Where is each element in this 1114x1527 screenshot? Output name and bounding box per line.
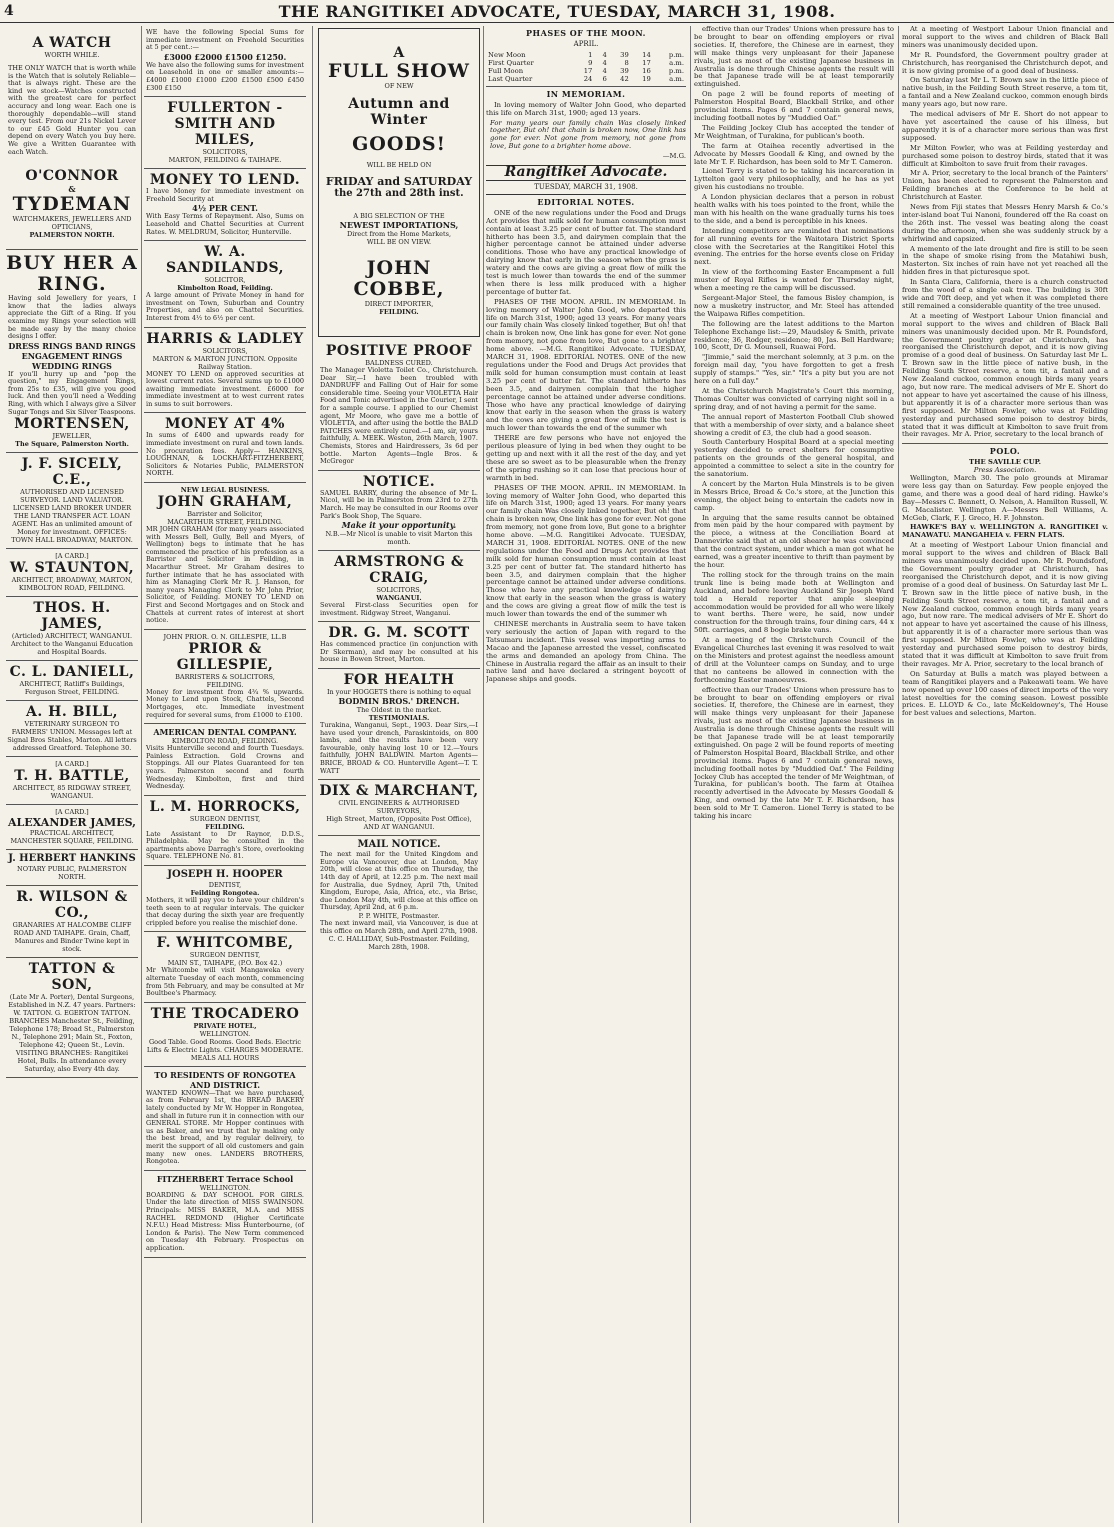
news-filler: effective than our Trades' Unions when pressure has to be brought to bear on offending employers or rival societies. If, therefore, the Chinese are in earnest, they will make things very unpleasant for their Japanese rivals, just as most of the existing Japanese business in Australia is done through Chinese agents the result will be that Japanese trade will be at least temporarily extinguished. On page 2 will be found reports of meeting of Palmerston Hospital Board, Blackball Strike, and other provincial items. Pages 6 and 7 contain general news, including football notes by "Muddied Oaf." The Feilding Jockey Club has accepted the tender of Mr Weightman, of Turakina, for publican's booth. The farm at Otaihea recently advertised in the Advocate by Messrs Goodall & King, and owned by the late Mr T. F. Richardson, has been sold to Mr T. Cameron. Lionel Terry is stated to be taking his incarc <box>694 685 894 821</box>
advocate-nameplate: Rangitikei Advocate. <box>486 165 686 181</box>
show-line-1: A <box>393 45 405 61</box>
show-line-14: DIRECT IMPORTER, <box>364 300 434 308</box>
hooper-card <box>144 866 306 932</box>
advocate-date: TUESDAY, MARCH 31, 1908. <box>486 182 686 195</box>
moon-cell-s: 16 <box>642 66 651 75</box>
news-filler: At a meeting of Westport Labour Union financial and moral support to the wives and children of Black Ball miners was unanimously decided upon. Mr R. Poundsford, the Government poultry grader at Christchurch, has reorganised the Christchurch depot, and it is now giving promise of a good deal of business. On Saturday last Mr L. T. Brown saw in the little piece of native bush, in the Feilding South Street reserve, a tom tit, a fantail and a New Zealand cuckoo, common enough birds many years ago, but now rare. The medical advisers of Mr E. Short do not appear to have yet ascertained the cause of his illness, but apparently it is of a character more serious than was first supposed. Mr Milton Fowler, who was at Feilding yesterday and purchased some poison to destroy birds, stated that it was difficult at Kimbolton to save fruit from their ravages. Mr A. Prior, secretary to the local branch of <box>902 311 1108 439</box>
memoriam-signature: —M.G. <box>662 152 686 161</box>
dix-name: DIX & MARCHANT, <box>319 783 479 800</box>
notice-headline: NOTICE. <box>362 473 436 490</box>
fullerton-address: MARTON, FEILDING & TAIHAPE. <box>168 156 282 165</box>
graham-body: MR JOHN GRAHAM (for many years associated with Messrs Bell, Gully, Bell and Myers, of Wellington) begs to intimate that he has commenced the practice of his profession as a Barrister and Solicitor in Feilding, in Macarthur Street. Mr Graham desires to further intimate that he has associated with him as Managing Clerk Mr R. J. Hanson, for many years Managing Clerk to Mr John Prior, Solicitor, of Feilding. MONEY TO LEND on First and Second Mortgages and on Stock and Chattels at current rates of interest at short notice. <box>146 525 304 625</box>
moon-row <box>486 75 686 83</box>
hankins-body: NOTARY PUBLIC, PALMERSTON NORTH. <box>17 865 127 882</box>
horrocks-name: L. M. HORROCKS, <box>149 798 301 815</box>
moon-cell-m: 39 <box>620 66 629 75</box>
fitzherbert-body: BOARDING & DAY SCHOOL FOR GIRLS. Under the late direction of MISS SWAINSON. Principals: MISS BAKER, M.A. and MISS RACHEL REDMOND (Higher Certificate N.F.U.) Head Mistress: Miss Hunterbourne, (of London & Paris). The New Term commenced on Tuesday 4th February. Prospectus on application. <box>146 1190 304 1252</box>
whitcombe-name: F. WHITCOMBE, <box>156 935 294 952</box>
prior-name: PRIOR & GILLESPIE, <box>176 640 274 673</box>
mail-notice <box>318 836 480 955</box>
mail-body-2: The next inward mail, via Vancouver, is due at this office on March 28th, and April 27th, 1908. <box>320 918 478 935</box>
trocadero-body: Good Table. Good Rooms. Good Beds. Electric Lifts & Electric Lights. CHARGES MODERATE. MEALS ALL HOURS <box>146 1037 304 1062</box>
moon-cell-h: 4 <box>602 50 607 59</box>
health-body: In your HOGGETS there is nothing to equal <box>326 688 472 697</box>
tatton-body: (Late Mr A. Porter), Dental Surgeons, Established in N.Z. 47 years. Partners: W. TATTON. G. EGERTON TATTON. BRANCHES Manchester St., Feilding, Telephone 178; Broad St., Palmerston N., Telephone 291; Main St., Foxton, Telephone 42; Queen St., Levin. VISITING BRANCHES: Rangitikei Hotel, Bulls. In attendance every Saturday, also Every 4th day. <box>8 993 136 1074</box>
news-item: The farm at Otaihea recently advertised in the Advocate by Messrs Goodall & King, and owned by the late Mr T. F. Richardson, has been sold to Mr T. Cameron. <box>694 141 894 166</box>
news-item: The Feilding Jockey Club has accepted the tender of Mr Weightman, of Turakina, for publican's booth. <box>694 123 894 140</box>
bill-card <box>6 701 138 757</box>
health-product: BODMIN BROS.' DRENCH. <box>338 696 460 707</box>
prior-role: BARRISTERS & SOLICITORS, <box>175 672 275 681</box>
graham-card <box>144 483 306 630</box>
funds-body: We have also the following sums for investment on Leasehold in one or smaller amounts:— £4000 £1000 £1000 £200 £1500 £500 £450 £300 £150 <box>146 60 304 92</box>
news-item: At a meeting of Westport Labour Union financial and moral support to the wives and children of Black Ball miners was unanimously decided upon. <box>902 26 1108 49</box>
trocadero-name: THE TROCADERO <box>150 1005 300 1022</box>
saville-cup-headline: THE SAVILLE CUP. <box>969 458 1041 467</box>
news-item: In arguing that the same results cannot be obtained from men paid by the hour compared with payment by the piece, a witness at the Conciliation Board at Dannevirke said that at an old shearer he was convinced that the contract system, under which a man got what he earned, was a greater incentive to thrift than payment by the hour. <box>694 513 894 569</box>
horrocks-role: SURGEON DENTIST, <box>189 814 261 823</box>
moon-cell-d: 24 <box>583 74 593 83</box>
proof-body: The Manager Violetta Toilet Co., Christchurch. Dear Sir,—I have been troubled with DANDRUFF and Falling Out of Hair for some considerable time. Seeing your VIOLETTA Hair Food and Tonic advertised in the Courier, I sent for a sample course. I applied to our Chemist agent, Mr Moore, who gave me a bottle of VIOLETTA, and after using the bottle the BALD PATCHES were entirely cured.—I am, sir, yours faithfully, A. MEEK. Weston, 26th March, 1907. Chemists, Stores and Hairdressers, 3s 6d per bottle. Marton Agents—Ingle Bros. & McGregor <box>320 366 478 466</box>
funds-intro: WE have the following Special Sums for immediate investment on Freehold Securities at 5 per cent.:— <box>146 28 304 52</box>
trocadero-address: WELLINGTON. <box>199 1029 251 1038</box>
graham-role: Barrister and Solicitor, <box>187 510 263 519</box>
watch-advert <box>6 26 138 250</box>
sicely-card <box>6 453 138 549</box>
tatton-card <box>6 958 138 1078</box>
prior-card <box>144 630 306 724</box>
wilson-card <box>6 886 138 958</box>
moon-cell-phase: Full Moon <box>488 66 524 75</box>
news-item: News from Fiji states that Messrs Henry Marsh & Co.'s inter-island boat Tui Nanoni, foundered off the Ra coast on the 26th inst. The vessel was beating along the coast during the afternoon, when she was suddenly struck by a whirlwind and capsized. <box>902 203 1108 243</box>
polo-teams: HAWKE'S BAY v. WELLINGTON A. RANGITIKEI v. MANAWATU. MANGAHEIA v. FERN FLATS. <box>902 523 1108 540</box>
news-item: Mr R. Poundsford, the Government poultry grader at Christchurch, has reorganised the Christchurch depot, and it is now giving promise of a good deal of business. <box>902 50 1108 75</box>
money-four-percent-advert <box>144 413 306 483</box>
wilson-body: GRANARIES AT HALCOMBE CLIFF ROAD AND TAIHAPE. Grain, Chaff, Manures and Binder Twine kept in stock. <box>12 921 132 954</box>
oconnor-trade: WATCHMAKERS, JEWELLERS AND OPTICIANS, <box>12 215 132 232</box>
column-6 <box>902 26 1108 1523</box>
whitcombe-role: SURGEON DENTIST, <box>189 951 261 960</box>
moon-cell-m: 42 <box>620 74 629 83</box>
column-rule <box>312 26 313 1523</box>
ring-list: DRESS RINGS BAND RINGS ENGAGEMENT RINGS WEDDING RINGS <box>8 340 136 371</box>
money-body-2: With Easy Terms of Repayment. Also, Sums on Leasehold and Chattel Securities at Current Rates. W. MELDRUM, Solicitor, Hunterville. <box>146 212 304 236</box>
staunton-body: ARCHITECT, BROADWAY, MARTON, KIMBOLTON ROAD, FEILDING. <box>11 576 133 593</box>
proof-subheadline: BALDNESS CURED. <box>365 359 433 367</box>
tydeman-name: TYDEMAN <box>12 193 132 216</box>
editorial-filler: PHASES OF THE MOON. APRIL. IN MEMORIAM. In loving memory of Walter John Good, who departed this life on March 31st, 1900; aged 13 years. For many years our family chain Was closely linked together, But oh! that chain is broken now, One link has gone for ever. Not gone from memory, not gone from love, But gone to a brighter home above. —M.G. Rangitikei Advocate. TUESDAY, MARCH 31, 1908. EDITORIAL NOTES. ONE of the new regulations under the Food and Drugs Act provides that milk sold for human consumption must contain at least 3.25 per cent of butter fat. The standard hitherto has been 3.5, and dairymen complain that the higher percentage cannot be attained under adverse conditions. Those who have any practical knowledge of dairying know that early in the season when the grass is watery and the cows are giving a great flow of milk the test is much lower than towards the end of the summer wh <box>486 483 686 619</box>
moon-row <box>486 67 686 75</box>
moon-cell-phase: Last Quarter <box>488 74 533 83</box>
moon-cell-m: 8 <box>624 58 629 67</box>
news-item: A concert by the Marton Hula Minstrels is to be given in Messrs Brice, Broad & Co.'s store, at the Junction this evening, the object being to entertain the cadets now in camp. <box>694 479 894 512</box>
moon-cell-phase: New Moon <box>488 50 526 59</box>
staunton-card-label: [A CARD.] <box>55 552 89 561</box>
memoriam-body: In loving memory of Walter John Good, who departed this life on March 31st, 1900; aged 13 years. <box>486 100 686 117</box>
watch-subheadline: WORTH WHILE. <box>44 51 100 59</box>
alexander-body: PRACTICAL ARCHITECT, MANCHESTER SQUARE, FEILDING. <box>10 829 134 846</box>
moon-cell-s: 19 <box>642 74 651 83</box>
news-item: In view of the forthcoming Easter Encampment a full muster of Royal Rifles is wanted for Thursday night, when a meeting re the camp will be discussed. <box>694 268 894 293</box>
health-body-2: Turakina, Wanganui, Sept., 1903. Dear Sirs,—I have used your drench, Paraskintoids, on 800 lambs, and the results have been very favourable, only having lost 10 or 12.—Yours faithfully, JOHN BALDWIN. Marton Agents—BRICE, BROAD & CO. Hunterville Agent—T. T. WATT <box>320 721 478 775</box>
american-dental-card <box>144 724 306 796</box>
american-dental-body: Visits Hunterville second and fourth Tuesdays. Painless Extraction. Gold Crowns and Stoppings. All our Plates Guaranteed for ten years. Palmerston second and fourth Wednesday; Kimbolton, first and third Wednesday. <box>146 744 304 791</box>
press-association: Press Association. <box>973 466 1037 475</box>
column-4 <box>486 26 686 1523</box>
cobbe-show-advert <box>318 28 480 337</box>
news-item: A memento of the late drought and fire is still to be seen in the shape of smoke rising from the Matahiwi bush, Masterton. Six inches of rain have not yet reached all the hidden fires in that picturesque spot. <box>902 244 1108 277</box>
page-number: 4 <box>4 3 14 19</box>
ring-headline: BUY HER A RING. <box>6 252 138 296</box>
funds-advert <box>144 26 306 97</box>
rongotea-headline: TO RESIDENTS OF RONGOTEA AND DISTRICT. <box>154 1069 296 1090</box>
moon-row <box>486 59 686 67</box>
moon-cell-ap: p.m. <box>668 50 684 59</box>
armstrong-card <box>318 551 480 622</box>
wilson-name: R. WILSON & CO., <box>16 889 128 922</box>
horrocks-body: Late Assistant to Dr Raynor, D.D.S., Philadelphia. May be consulted in the apartments above Darragh's Store, overlooking Square. TELEPHONE No. 81. <box>146 829 304 861</box>
dix-body: CIVIL ENGINEERS & AUTHORISED SURVEYORS, <box>338 799 460 816</box>
ring-advert <box>6 250 138 453</box>
tatton-name: TATTON & SON, <box>28 961 116 994</box>
show-line-5: GOODS! <box>352 133 446 155</box>
graham-headline: NEW LEGAL BUSINESS. <box>180 486 270 495</box>
show-line-7: FRIDAY and SATURDAY <box>325 175 473 188</box>
news-item: A London physician declares that a person in robust health walks with his toes pointed to the front, while the man with his health on the wane gradually turns his toes to the side, and a bend is perceptible in his knees. <box>694 193 894 225</box>
hooper-name: JOSEPH H. HOOPER <box>167 869 283 881</box>
column-rule <box>483 26 484 1523</box>
moon-cell-d: 9 <box>588 58 593 67</box>
show-line-9: A BIG SELECTION OF THE <box>353 212 445 220</box>
staunton-card <box>6 549 138 597</box>
hooper-body: Mothers, it will pay you to have your children's teeth seen to at regular intervals. The quicker that decay during the sixth year are frequently crippled before you realise the mischief done. <box>146 896 304 927</box>
bill-name: A. H. BILL, <box>25 704 119 721</box>
harris-body: MONEY TO LEND on approved securities at lowest current rates. Several sums up to £1000 awaiting immediate investment. £6000 for immediate investment at to west current rates in sums to suit borrowers. <box>146 369 304 408</box>
news-item: effective than our Trades' Unions when pressure has to be brought to bear on offending employers or rival societies. If, therefore, the Chinese are in earnest, they will make things very unpleasant for their Japanese rivals, just as most of the existing Japanese business in Australia is done through Chinese agents the result will be that Japanese trade will be at least temporarily extinguished. <box>694 26 894 89</box>
masthead <box>0 0 1114 23</box>
column-rule <box>141 26 142 1523</box>
whitcombe-card <box>144 932 306 1002</box>
column-5 <box>694 26 894 1523</box>
bill-body: VETERINARY SURGEON TO FARMERS' UNION. Messages left at Signal Bros Stables, Marton. All letters addressed Greatford. Telephone 30. <box>7 720 137 753</box>
editorial-paragraph-2: THERE are few persons who have not enjoyed the perilous pleasure of lying in bed when they ought to be getting up and next with it all the rest of the day, and yet these are so sweet as to be pleasurable when the frenzy of the spring rushing so it can lose that precious hour of warmth in bed. <box>486 434 686 482</box>
health-testimonials: TESTIMONIALS. <box>368 714 430 723</box>
fitzherbert-name: FITZHERBERT Terrace School <box>156 1173 294 1184</box>
daniell-name: C. L. DANIELL, <box>9 664 135 681</box>
news-item: In Santa Clara, California, there is a church constructed from the wood of a single oak tree. The building is 30ft wide and 70ft deep, and yet when it was completed there still remained a considerable quantity of the tree unused. <box>902 278 1108 310</box>
prior-persons: JOHN PRIOR. O. N. GILLESPIE, LL.B <box>163 632 287 641</box>
memoriam-headline: IN MEMORIAM. <box>546 88 626 99</box>
alexander-name: ALEXANDER JAMES, <box>8 816 136 830</box>
show-line-13: JOHN COBBE, <box>353 257 445 300</box>
armstrong-role: SOLICITORS, <box>376 586 422 595</box>
sandilands-name: W. A. SANDILANDS, <box>165 244 285 277</box>
graham-address: MACARTHUR STREET, FEILDING. <box>167 518 283 527</box>
mail-signature-2: C. C. HALLIDAY, Sub-Postmaster. Feilding, March 28th, 1908. <box>328 935 470 952</box>
polo-closing: On Saturday at Bulls a match was played between a team of Rangitikei players and a Pakeawati team. We have now opened up over 100 cases of direct imports of the very latest novelties for the coming season. Lowest possible prices. E. LLOYD & Co., late McKeldowney's, The House for best values and selections, Marton. <box>902 669 1108 718</box>
fitzherbert-card <box>144 1171 306 1258</box>
moon-cell-h: 4 <box>602 66 607 75</box>
moon-cell-ap: a.m. <box>669 74 684 83</box>
money4-headline: MONEY AT 4% <box>165 416 285 433</box>
hankins-card <box>6 850 138 886</box>
column-rule <box>690 26 691 1523</box>
money-rate: 4½ PER CENT. <box>192 203 258 214</box>
column-3 <box>318 26 480 1523</box>
moon-cell-h: 4 <box>602 58 607 67</box>
daniell-body: ARCHITECT, Ratliff's Buildings, Ferguson Street, FEILDING. <box>19 680 125 697</box>
news-item: South Canterbury Hospital Board at a special meeting yesterday decided to erect shelters for consumptive patients on the grounds of the general hospital, and appointed a committee to select a site in the country for the sanatorium. <box>694 438 894 479</box>
news-item: Mr Milton Fowler, who was at Feilding yesterday and purchased some poison to destroy birds, stated that it was difficult at Kimbolton to save fruit from their ravages. <box>902 143 1108 168</box>
show-line-6: WILL BE HELD ON <box>366 161 432 169</box>
hankins-name: J. HERBERT HANKINS <box>8 853 136 865</box>
harris-name: HARRIS & LADLEY <box>146 330 304 347</box>
whitcombe-body: Mr Whitcombe will visit Mangaweka every alternate Tuesday of each month, commencing from 5th February, and may be consulted at Mr Boultbee's Pharmacy. <box>146 966 304 998</box>
sandilands-address: Kimbolton Road, Feilding. <box>177 284 273 293</box>
polo-filler: At a meeting of Westport Labour Union financial and moral support to the wives and children of Black Ball miners was unanimously decided upon. Mr R. Poundsford, the Government poultry grader at Christchurch, has reorganised the Christchurch depot, and it is now giving promise of a good deal of business. On Saturday last Mr L. T. Brown saw in the little piece of native bush, in the Feilding South Street reserve, a tom tit, a fantail and a New Zealand cuckoo, common enough birds many years ago, but now rare. The medical advisers of Mr E. Short do not appear to have yet ascertained the cause of his illness, but apparently it is of a character more serious than was first supposed. Mr Milton Fowler, who was at Feilding yesterday and purchased some poison to destroy birds, stated that it was difficult at Kimbolton to save fruit from their ravages. Mr A. Prior, secretary to the local branch of <box>902 541 1108 668</box>
battle-card-label: [A CARD.] <box>55 760 89 769</box>
news-item: "Jimmie," said the merchant solemnly, at 3 p.m. on the foreign mail day, "you have forgotten to get a fresh supply of stamps." "Yes, sir." "It's a pity but you are not here on a full day." <box>694 353 894 386</box>
sicely-body: AUTHORISED AND LICENSED SURVEYOR. LAND VALUATOR. LICENSED LAND BROKER UNDER THE LAND TRANSFER ACT. LOAN AGENT. Has an unlimited amount of Money for investment. OFFICES: TOWN HALL BROADWAY, MARTON. <box>11 488 133 545</box>
mail-body: The next mail for the United Kingdom and Europe via Vancouver, due at London, May 20th, will close at this office on Thursday, the 14th day of April, at 12.25 p.m. The next mail for Australia, due Sydney, April 7th, United Kingdom, Europe, Asia, Africa, etc., via Brisc, due London May 4th, will close at this office on Thursday, April 2nd, at 6 p.m. <box>320 850 478 912</box>
whitcombe-address: MAIN ST., TAIHAPE, (P.O. Box 42.) <box>167 959 283 968</box>
editorial-paragraph-1: ONE of the new regulations under the Food and Drugs Act provides that milk sold for human consumption must contain at least 3.25 per cent of butter fat. The standard hitherto has been 3.5, and dairymen complain that the higher percentage cannot be attained under adverse conditions. Those who have any practical knowledge of dairying know that early in the season when the grass is watery and the cows are giving a great flow of milk the test is much lower than towards the end of the summer when there is less milk produced with a higher percentage of butter fat. <box>486 208 686 296</box>
mortensen-name: MORTENSEN, <box>14 416 130 433</box>
moon-cell-ap: p.m. <box>668 66 684 75</box>
notice-nb: N.B.—Mr Nicol is unable to visit Marton this month. <box>325 530 473 547</box>
show-line-4: Autumn and Winter <box>348 96 450 128</box>
column-rule <box>898 26 899 1523</box>
harris-role: SOLICITORS, <box>202 346 248 355</box>
sandilands-body: A large amount of Private Money in hand for investment on Town, Suburban and Country Properties, and also on Chattel Securities. Interest from 4½ to 6½ per cent. <box>146 291 304 322</box>
news-item: On page 2 will be found reports of meeting of Palmerston Hospital Board, Blackball Strike, and other provincial items. Pages 6 and 7 contain general news, including football notes by "Muddied Oaf." <box>694 90 894 122</box>
oconnor-name: O'CONNOR <box>25 168 119 185</box>
mortensen-trade: JEWELLER, <box>52 432 92 441</box>
sandilands-role: SOLICITOR, <box>204 276 246 285</box>
fullerton-card <box>144 97 306 169</box>
moon-cell-s: 17 <box>642 58 651 67</box>
dix-address: High Street, Marton, (Opposite Post Office), AND AT WANGANUI. <box>326 815 472 832</box>
mail-headline: MAIL NOTICE. <box>357 839 441 851</box>
battle-body: ARCHITECT, 85 RIDGWAY STREET, WANGANUI. <box>12 784 132 801</box>
show-line-2: FULL SHOW <box>328 60 470 82</box>
watch-body: THE ONLY WATCH that is worth while is the Watch that is solutely Reliable—that is always right. These are the kind we stock—Watches constructed with the greatest care for perfect accuracy and long wear. Each one is thoroughly dependable—will stand every test. From our 21s Nickel Lever to our £45 Gold Hunter you can depend on every Watch you buy here. We give a Written Guarantee with each Watch. <box>8 64 136 156</box>
money4-body: In sums of £400 and upwards ready for immediate investment on rural and town lands. No procuration fees. Apply— HANKINS, LOUGHNAN, & LOCKHART-FITZHERBERT, Solicitors & Notaries Public, PALMERSTON NORTH. <box>146 431 304 478</box>
scott-name: DR. G. M. SCOTT <box>328 625 470 642</box>
moon-headline: PHASES OF THE MOON. <box>526 28 646 38</box>
scott-card <box>318 622 480 669</box>
alexander-james-card <box>6 805 138 850</box>
moon-cell-s: 14 <box>642 50 651 59</box>
armstrong-address: WANGANUI. <box>376 594 422 603</box>
polo-headline: POLO. <box>989 446 1021 457</box>
ring-body: Having sold Jewellery for years, I know that the ladies always appreciate the Gift of a Ring. If you examine my Rings your selection will be made easy by the many choice designs I offer. <box>8 294 136 341</box>
money-headline: MONEY TO LEND. <box>149 172 301 189</box>
daniell-card <box>6 661 138 701</box>
fullerton-name: FULLERTON - SMITH AND MILES, <box>167 100 283 149</box>
horrocks-card <box>144 796 306 866</box>
moon-cell-m: 39 <box>620 50 629 59</box>
news-item: On Saturday last Mr L. T. Brown saw in the little piece of native bush, in the Feilding South Street reserve, a tom tit, a fantail and a New Zealand cuckoo, common enough birds many years ago, but now rare. <box>902 76 1108 109</box>
news-item: The rolling stock for the through trains on the main trunk line is being made both at Wellington and Auckland, and before leaving Auckland Sir Joseph Ward told a Herald reporter that ample sleeping accommodation would be provided for all who were likely to want berths. There were, he said, now under construction for the through trains, four dining cars, 44 x 50ft. carriages, and 8 bogie brake vans. <box>694 570 894 635</box>
moon-cell-ap: a.m. <box>669 58 684 67</box>
show-line-11: Direct from the Home Markets, <box>346 230 452 238</box>
moon-row <box>486 51 686 59</box>
moon-cell-phase: First Quarter <box>488 58 534 67</box>
news-item: The medical advisers of Mr E. Short do not appear to have yet ascertained the cause of his illness, but apparently it is of a character more serious than was first supposed. <box>902 110 1108 142</box>
editorial-filler: PHASES OF THE MOON. APRIL. IN MEMORIAM. In loving memory of Walter John Good, who departed this life on March 31st, 1900; aged 13 years. For many years our family chain Was closely linked together, But oh! that chain is broken now, One link has gone for ever. Not gone from memory, not gone from love, But gone to a brighter home above. —M.G. Rangitikei Advocate. TUESDAY, MARCH 31, 1908. EDITORIAL NOTES. ONE of the new regulations under the Food and Drugs Act provides that milk sold for human consumption must contain at least 3.25 per cent of butter fat. The standard hitherto has been 3.5, and dairymen complain that the higher percentage cannot be attained under adverse conditions. Those who have any practical knowledge of dairying know that early in the season when the grass is watery and the cows are giving a great flow of milk the test is much lower than towards the end of the summer wh <box>486 297 686 433</box>
battle-card <box>6 757 138 805</box>
watch-headline: A WATCH <box>32 35 112 51</box>
health-tagline: The Oldest in the market. <box>356 706 442 715</box>
news-item: The annual report of Masterton Football Club showed that with a membership of over sixty, and a balance sheet showing a credit of £3, the club had a good season. <box>694 412 894 437</box>
funds-sums: £3000 £2000 £1500 £1250. <box>163 51 287 62</box>
mortensen-address: The Square, Palmerston North. <box>15 440 129 449</box>
staunton-name: W. STAUNTON, <box>9 560 135 577</box>
money-body: I have Money for immediate investment on Freehold Security at <box>146 187 304 203</box>
trocadero-card <box>144 1003 306 1067</box>
memoriam-poem: For many years our family chain Was closely linked together, But oh! that chain is broken now, One link has gone for ever. Not gone from memory, not gone from love, But gone to a brighter home above. <box>490 118 686 151</box>
mail-signature: P. P. WHITE, Postmaster. <box>358 911 440 920</box>
barry-notice <box>318 471 480 551</box>
harris-card <box>144 328 306 414</box>
armstrong-name: ARMSTRONG & CRAIG, <box>333 554 465 587</box>
show-line-12: WILL BE ON VIEW. <box>366 238 432 246</box>
show-line-10: NEWEST IMPORTATIONS, <box>339 220 459 230</box>
newspaper-title: THE RANGITIKEI ADVOCATE, TUESDAY, MARCH 31, 1908. <box>278 2 836 21</box>
fullerton-role: SOLICITORS, <box>202 148 248 157</box>
james-name: THOS. H. JAMES, <box>33 600 111 633</box>
james-body: (Articled) ARCHITECT, WANGANUI. Architect to the Wanganui Education and Hospital Boards. <box>11 632 133 657</box>
drench-advert <box>318 669 480 780</box>
news-item: The following are the latest additions to the Marton Telephone Exchange list:—29, Maudsley & Smith, private residence; 36, Rodger, residence; 80, Jas. Bell Hardware; 100, Scott, Dr G. Mounsell, Ruawai Ford. <box>694 319 894 352</box>
oconnor-ampersand: & <box>68 184 76 195</box>
hooper-address: Feilding Rongotea. <box>190 889 260 898</box>
fitzherbert-city: WELLINGTON. <box>199 1183 251 1192</box>
graham-name: JOHN GRAHAM, <box>157 494 293 511</box>
rongotea-notice <box>144 1067 306 1171</box>
polo-report: Wellington, March 30. The polo grounds at Miramar were less gay than on Saturday. Few people enjoyed the game, and there was a good deal of hard riding. Hawke's Bay—Messrs C. Bennett, O. Nelson, A. Hamilton Russell, W. G. Macalister. Wellington A—Messrs Bell Williams, A. McGeb, Clark, F. J. Greco, H. F. Johnston. <box>902 474 1108 522</box>
proof-headline: POSITIVE PROOF <box>325 343 473 359</box>
money-to-lend-advert <box>144 169 306 241</box>
alexander-card-label: [A CARD.] <box>55 808 89 817</box>
american-dental-name: AMERICAN DENTAL COMPANY. <box>153 727 297 738</box>
dix-card <box>318 780 480 836</box>
news-item: Sergeant-Major Steel, the famous Bisley champion, is now a musketry instructor, and Mr. Steel has attended the Waipawa Rifles competition. <box>694 294 894 318</box>
hooper-role: DENTIST, <box>208 881 242 890</box>
sicely-name: J. F. SICELY, C.E., <box>21 456 123 489</box>
sandilands-card <box>144 241 306 327</box>
news-item: Intending competitors are reminded that nominations for all running events for the Waitotara District Sports close with the Secretaries at the Rangitikei Hotel this evening. The entries for the horse events close on Friday next. <box>694 226 894 267</box>
oconnor-town: PALMERSTON NORTH. <box>29 231 115 240</box>
show-line-3: OF NEW <box>384 82 414 90</box>
notice-tagline: Make it your opportunity. <box>341 520 457 531</box>
health-headline: FOR HEALTH <box>343 672 455 689</box>
notice-body: SAMUEL BARRY, during the absence of Mr L. Nicol, will be in Palmerston from 23rd to 27th March. He may be consulted in our Rooms over Park's Book Shop, The Square. <box>320 488 478 520</box>
moon-cell-d: 1 <box>588 50 593 59</box>
moon-month: APRIL. <box>573 39 599 48</box>
news-item: Lionel Terry is stated to be taking his incarceration in Lyttelton gaol very philosophically, and he has as yet given his custodians no trouble. <box>694 167 894 192</box>
moon-table <box>486 51 686 83</box>
column-1 <box>6 26 138 1523</box>
ring-body-2: If you'll hurry up and "pop the question," my Engagement Rings, from 25s to £35, will give you good luck. And then you'll need a Wedding Ring, with which I always give a Silver Sugar Tongs and Six Silver Teaspoons. <box>8 369 136 416</box>
moon-cell-h: 6 <box>602 74 607 83</box>
prior-body: Money for investment from 4¾ % upwards. Money to Lend upon Stock, Chattels, Second Mortgages, etc. Immediate investment required for several sums, from £1000 to £100. <box>146 687 304 719</box>
news-item: At the Christchurch Magistrate's Court this morning, Thomas Coulter was convicted of carrying night soil in a spring dray, and of not having a permit for the same. <box>694 386 894 411</box>
editorial-headline: EDITORIAL NOTES. <box>537 196 635 207</box>
trocadero-role: PRIVATE HOTEL, <box>193 1021 257 1030</box>
american-dental-address: KIMBOLTON ROAD, FEILDING. <box>171 737 279 746</box>
moon-cell-d: 17 <box>583 66 593 75</box>
news-item: Mr A. Prior, secretary to the local branch of the Painters' Union, has been elected to represent the Palmerston and Feilding branches at the Conference to be held at Christchurch at Easter. <box>902 169 1108 202</box>
column-2 <box>144 26 306 1523</box>
show-line-8: the 27th and 28th inst. <box>334 188 464 199</box>
armstrong-body: Several First-class Securities open for investment. Ridgway Street, Wanganui. <box>320 601 478 617</box>
battle-name: T. H. BATTLE, <box>14 768 130 785</box>
horrocks-address: FEILDING. <box>205 822 245 831</box>
news-item: At a meeting of the Christchurch Council of the Evangelical Churches last evening it was resolved to wait on the Ministers and protest against the needless amount of drill at the Volunteer camps on Sunday, and to urge that no canteens be allowed in connection with the forthcoming Easter manoeuvres. <box>694 636 894 684</box>
prior-address: FEILDING. <box>206 680 244 689</box>
violetta-advert <box>318 340 480 471</box>
editorial-paragraph-3: CHINESE merchants in Australia seem to have taken very seriously the action of Japan with regard to the Tatsumaru incident. This vessel was importing arms to Macao and the Japanese arrested the vessel, confiscated the arms and demanded an apology from China. The Chinese in Australia regard the affair as an insult to their native land and have declared a stringent boycott of Japanese ships and goods. <box>486 620 686 684</box>
harris-address: MARTON & MARTON JUNCTION. Opposite Railway Station. <box>152 354 298 371</box>
james-card <box>6 597 138 661</box>
rongotea-body: WANTED KNOWN—That we have purchased, as from February 1st, the BREAD BAKERY lately conducted by Mr W. Hopper in Rongotea, and shall in future run it in connection with our GENERAL STORE. Mr Hopper continues with us as Baker, and we trust that by making only the best bread, and by regular delivery, to merit the support of all old customers and gain many new ones. LANDERS BROTHERS, Rongotea. <box>146 1088 304 1166</box>
show-line-15: FEILDING. <box>379 308 419 316</box>
scott-body: Has commenced practice (in conjunction with Dr Skerman), and may be consulted at his house in Bowen Street, Marton. <box>320 640 478 664</box>
